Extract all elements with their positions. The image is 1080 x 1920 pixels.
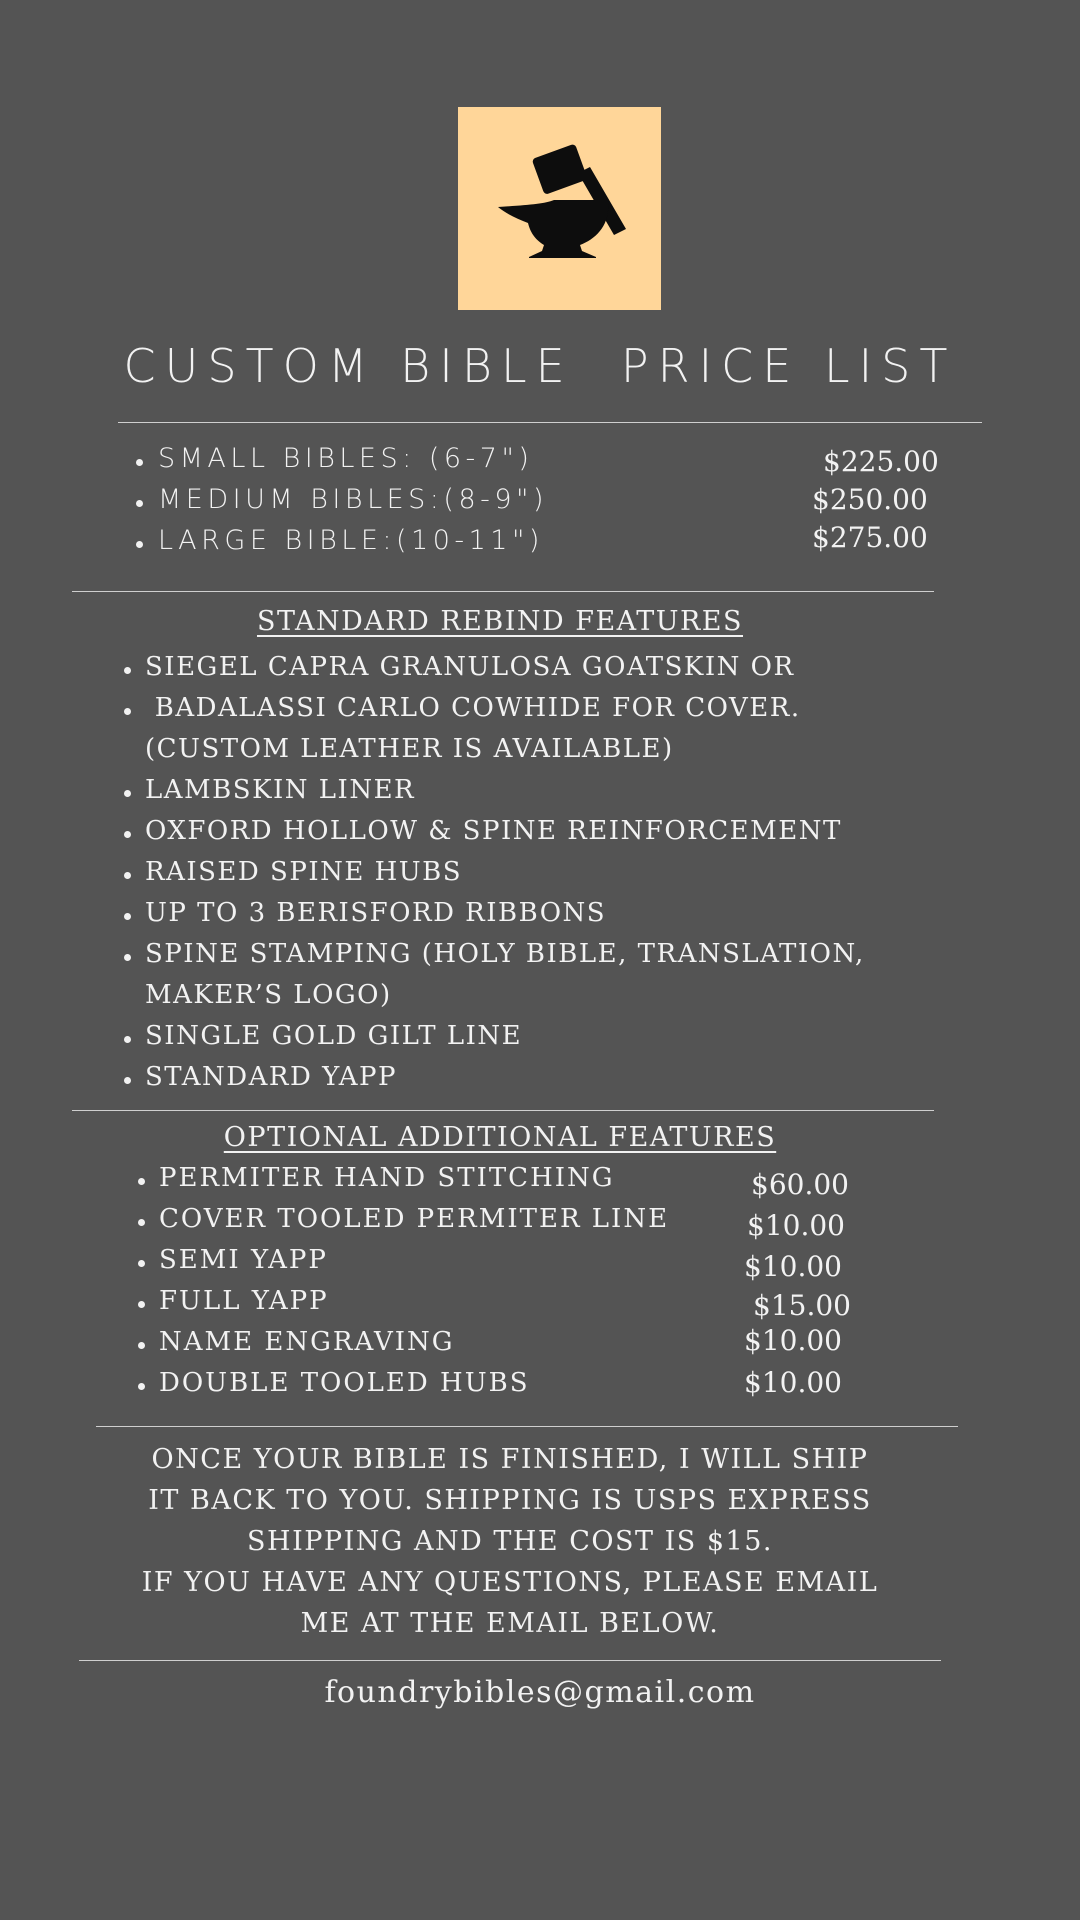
bullet — [136, 459, 143, 466]
page-title: CUSTOM BIBLE PRICE LIST — [123, 339, 957, 393]
bullet — [138, 1342, 145, 1349]
contact-email[interactable]: foundrybibles@gmail.com — [324, 1675, 756, 1710]
optional-features-heading: OPTIONAL ADDITIONAL FEATURES — [223, 1122, 777, 1153]
feature-line: SINGLE GOLD GILT LINE — [145, 1021, 523, 1051]
divider — [72, 591, 934, 592]
note-line: SHIPPING AND THE COST IS $15. — [247, 1526, 773, 1557]
feature-line: (CUSTOM LEATHER IS AVAILABLE) — [145, 734, 674, 764]
size-price: $225.00 — [823, 445, 939, 478]
feature-line: SPINE STAMPING (HOLY BIBLE, TRANSLATION, — [145, 939, 865, 969]
optional-price: $10.00 — [747, 1209, 845, 1242]
bullet — [124, 790, 131, 797]
bullet — [124, 913, 131, 920]
bullet — [136, 500, 143, 507]
note-line: ONCE YOUR BIBLE IS FINISHED, I WILL SHIP — [151, 1444, 869, 1475]
feature-line: SIEGEL CAPRA GRANULOSA GOATSKIN OR — [145, 652, 795, 682]
bullet — [124, 1036, 131, 1043]
divider — [118, 422, 982, 423]
optional-price: $10.00 — [744, 1250, 842, 1283]
bullet — [138, 1383, 145, 1390]
divider — [72, 1110, 934, 1111]
bullet — [124, 667, 131, 674]
size-label: LARGE BIBLE:(10-11") — [158, 525, 544, 556]
optional-label: DOUBLE TOOLED HUBS — [159, 1368, 530, 1398]
feature-line: UP TO 3 BERISFORD RIBBONS — [145, 898, 607, 928]
optional-label: SEMI YAPP — [159, 1245, 328, 1275]
bullet — [138, 1219, 145, 1226]
optional-price: $10.00 — [744, 1366, 842, 1399]
standard-features-heading: STANDARD REBIND FEATURES — [256, 606, 744, 637]
feature-line: OXFORD HOLLOW & SPINE REINFORCEMENT — [145, 816, 842, 846]
note-line: IT BACK TO YOU. SHIPPING IS USPS EXPRESS — [148, 1485, 872, 1516]
bullet — [124, 708, 131, 715]
size-price: $275.00 — [812, 521, 928, 554]
optional-label: COVER TOOLED PERMITER LINE — [159, 1204, 670, 1234]
feature-line: LAMBSKIN LINER — [145, 775, 416, 805]
bullet — [138, 1260, 145, 1267]
feature-line: RAISED SPINE HUBS — [145, 857, 463, 887]
divider — [96, 1426, 958, 1427]
bullet — [124, 831, 131, 838]
optional-label: NAME ENGRAVING — [159, 1327, 455, 1357]
bullet — [124, 872, 131, 879]
bullet — [124, 954, 131, 961]
size-label: MEDIUM BIBLES:(8-9") — [158, 484, 548, 515]
logo — [458, 107, 661, 310]
anvil-hammer-icon — [458, 107, 661, 310]
bullet — [138, 1301, 145, 1308]
size-price: $250.00 — [812, 483, 928, 516]
bullet — [138, 1178, 145, 1185]
optional-label: PERMITER HAND STITCHING — [159, 1163, 615, 1193]
feature-line: MAKER’S LOGO) — [145, 980, 392, 1010]
size-label: SMALL BIBLES: (6-7") — [158, 443, 534, 474]
bullet — [136, 541, 143, 548]
optional-label: FULL YAPP — [159, 1286, 329, 1316]
optional-price: $10.00 — [744, 1324, 842, 1357]
optional-price: $15.00 — [753, 1289, 851, 1322]
note-line: IF YOU HAVE ANY QUESTIONS, PLEASE EMAIL — [141, 1567, 879, 1598]
feature-line: BADALASSI CARLO COWHIDE FOR COVER. — [145, 693, 801, 723]
note-line: ME AT THE EMAIL BELOW. — [300, 1608, 720, 1639]
feature-line: STANDARD YAPP — [145, 1062, 397, 1092]
optional-price: $60.00 — [751, 1168, 849, 1201]
divider — [79, 1660, 941, 1661]
bullet — [124, 1077, 131, 1084]
